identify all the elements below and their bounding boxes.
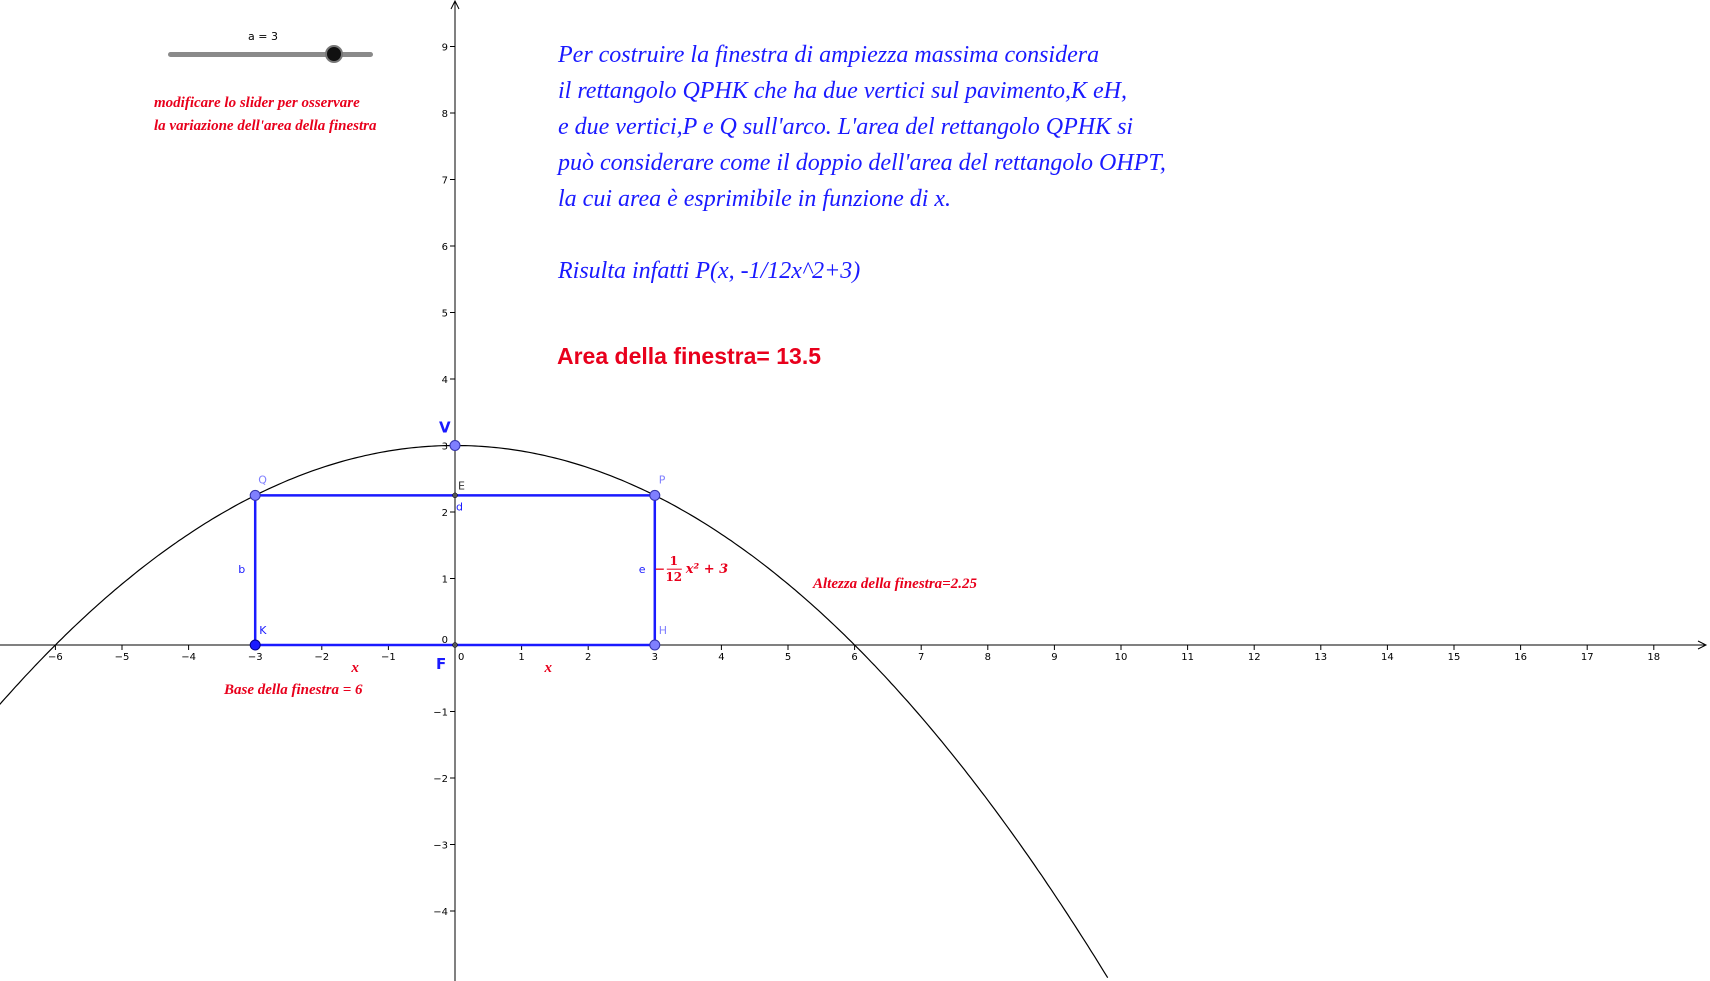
x-length-label-right: x [544,660,552,676]
x-tick-label: 6 [851,652,858,663]
y-tick-label: 4 [441,375,448,386]
y-tick-label: 3 [441,441,448,453]
segment-label-d: d [456,500,463,514]
x-tick-label: −3 [247,652,263,663]
explanation-line: può considerare come il doppio dell'area del rettangolo OHPT, [558,150,1166,176]
x-tick-label: −4 [181,652,196,663]
y-tick-label: −1 [433,707,448,719]
x-tick-label: 18 [1647,652,1661,663]
y-tick-label: −3 [433,840,448,852]
slider-knob[interactable] [325,45,343,63]
height-label: Altezza della finestra=2.25 [813,576,977,592]
explanation-line: il rettangolo QPHK che ha due vertici sul pavimento,K eH, [558,78,1128,104]
slider-label: a = 3 [248,30,278,43]
y-tick-label: −4 [433,907,448,918]
x-tick-label: 1 [518,652,525,663]
y-tick-label: 8 [441,109,448,120]
point-label-V: V [439,418,451,437]
point-label-Q: Q [258,473,267,487]
x-tick-label: 11 [1181,652,1194,663]
area-label: Area della finestra= 13.5 [557,343,822,369]
explanation-line: Per costruire la finestra di ampiezza massima considera [558,42,1100,68]
y-tick-label: 7 [441,175,448,187]
slider-a[interactable] [168,52,373,57]
x-tick-label: 5 [784,652,792,663]
x-tick-label: −6 [48,652,63,663]
formula-denominator: 12 [665,570,683,585]
point-V [450,441,460,451]
x-tick-label: 12 [1247,652,1261,663]
point-label-K: K [259,624,267,637]
point-E [453,493,458,498]
x-tick-label: 4 [718,652,725,663]
point-label-F: F [436,655,447,673]
x-tick-label: 16 [1514,652,1527,663]
x-tick-label: 2 [585,652,592,663]
base-label: Base della finestra = 6 [224,682,363,698]
point-K [250,640,260,650]
point-label-E: E [458,479,465,493]
slider-hint-line-1: modificare lo slider per osservare [154,95,360,111]
point-Q [250,490,260,500]
x-tick-label: 9 [1051,652,1058,663]
y-tick-label: 1 [441,574,448,586]
point-H [650,640,660,650]
explanation-result: Risulta infatti P(x, -1/12x^2+3) [558,258,861,284]
x-tick-label: 3 [651,652,658,663]
formula-numerator: 1 [669,554,678,569]
point-P [650,490,660,500]
y-tick-label-zero: 0 [441,635,448,646]
explanation-line: e due vertici,P e Q sull'arco. L'area del rettangolo QPHK si [558,114,1134,140]
segment-label-e: e [638,563,646,577]
y-tick-label: 5 [441,308,448,320]
explanation-text [558,37,1166,289]
y-tick-label: 2 [441,508,448,519]
x-tick-label: 13 [1314,652,1328,663]
parabola-curve [0,446,1108,978]
point-label-P: P [658,473,666,487]
formula-rest: x² + 3 [685,562,729,578]
segment-label-b: b [238,563,246,577]
x-tick-label: −2 [314,652,330,663]
x-tick-label: −5 [114,652,130,663]
x-tick-label: 8 [984,652,991,663]
x-tick-label: −1 [381,652,396,663]
y-tick-label: −2 [433,774,448,785]
x-tick-label: 7 [918,652,925,663]
x-tick-label: 0 [458,652,465,663]
x-length-label-left: x [351,660,359,676]
x-tick-label: 10 [1114,652,1128,663]
x-tick-label: 15 [1447,652,1461,663]
explanation-line: la cui area è esprimibile in funzione di x. [558,186,952,212]
x-tick-label: 17 [1580,652,1594,663]
x-tick-label: 14 [1381,652,1394,663]
point-F [453,643,458,648]
point-label-H: H [658,624,668,637]
y-tick-label: 9 [441,42,448,54]
slider-hint-line-2: la variazione dell'area della finestra [154,118,377,134]
y-tick-label: 6 [441,242,448,253]
